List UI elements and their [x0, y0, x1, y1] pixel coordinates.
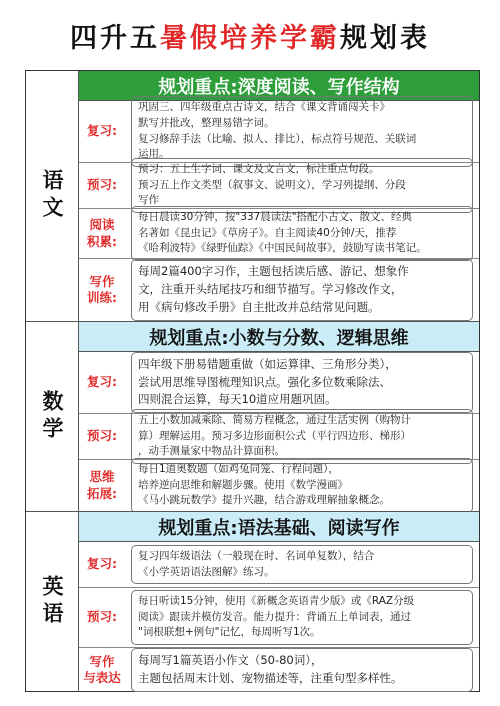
subject-cell [26, 71, 79, 321]
row-label: 预习: [87, 428, 117, 444]
row-label: 预习: [87, 177, 117, 193]
page-title [0, 0, 500, 70]
plan-table [25, 70, 480, 692]
subject-label: 英语 [40, 575, 64, 629]
row-label: 复习: [87, 123, 117, 139]
row-content: 每周写1篇英语小作文（50-80词）， 主题包括周末计划、宠物描述等，注重句型多样性。 [131, 648, 473, 692]
row-content: 每日晨读30分钟，按"337晨读法"搭配小古文、散文、经典 名著如《昆虫记》《草房子》。自主阅读40分钟/天，推荐 《哈利波特》《绿野仙踪》《中国民间故事》，鼓励写读书笔记。 [131, 206, 473, 261]
row-label: 阅读 积累: [87, 217, 117, 249]
row-content: 每日1道奥数题（如鸡兔同笼、行程问题）， 培养逆向思维和解题步骤。使用《数学漫画》 《马小跳玩数学》提升兴趣，结合游戏理解抽象概念。 [131, 458, 473, 513]
row-content: 每日听读15分钟，使用《新概念英语青少版》或《RAZ分级 阅读》跟读并模仿发音。能力提升：背诵五上单词表，通过 "词根联想+例句"记忆，每周听写1次。 [131, 590, 473, 645]
section-english [26, 512, 479, 692]
subject-cell [26, 322, 79, 511]
plan-row [79, 588, 479, 648]
plan-row [79, 460, 479, 511]
row-content: 五上小数加减乘除、简易方程概念，通过生活实例（购物计 算）理解运用。预习多边形面积公式（平行四边形、梯形） ，动手测量家中物品计算面积。 [131, 409, 473, 464]
title-part-3: 规划表 [340, 22, 430, 54]
plan-row [79, 101, 479, 163]
row-label: 写作 与表达 [83, 653, 121, 685]
plan-row [79, 352, 479, 414]
section-banner: 规划重点:小数与分数、逻辑思维 [79, 322, 479, 352]
subject-label: 语文 [40, 169, 64, 223]
row-content: 预习：五上生字词、课文及文言文，标注重点句段。 预习五上作文类型（叙事文、说明文），学习列提纲、分段 写作 [131, 158, 473, 213]
section-chinese [26, 71, 479, 321]
plan-row [79, 259, 479, 321]
title-part-2: 暑假培养学霸 [160, 22, 340, 54]
row-label: 复习: [87, 556, 117, 572]
subject-label: 数学 [40, 389, 64, 444]
section-math [26, 322, 479, 511]
row-label: 预习: [87, 609, 117, 625]
plan-row [79, 209, 479, 259]
row-content: 巩固三、四年级重点古诗文，结合《课文背诵闯关卡》 默写并批改，整理易错字词。 复习修辞手法（比喻、拟人、排比），标点符号规范、关联词 运用。 [131, 96, 473, 167]
plan-row [79, 542, 479, 588]
plan-row [79, 163, 479, 209]
section-banner: 规划重点:深度阅读、写作结构 [79, 71, 479, 101]
row-content: 四年级下册易错题重做（如运算律、三角形分类）， 尝试用思维导图梳理知识点。强化多位数乘除法、 四则混合运算，每天10道应用题巩固。 [131, 352, 473, 413]
row-label: 写作 训练: [87, 273, 117, 305]
section-banner: 规划重点:语法基础、阅读写作 [79, 512, 479, 542]
plan-row [79, 648, 479, 692]
plan-row [79, 414, 479, 460]
title-part-1: 四升五 [70, 22, 160, 54]
subject-cell [26, 512, 79, 692]
row-content: 复习四年级语法（一般现在时、名词单复数），结合 《小学英语语法图解》练习。 [131, 545, 473, 585]
row-label: 复习: [87, 374, 117, 390]
row-label: 思维 拓展: [87, 469, 117, 501]
row-content: 每周2篇400字习作，主题包括读后感、游记、想象作 文，注重开头结尾技巧和细节描写。学习修改作文， 用《病句修改手册》自主批改并总结常见问题。 [131, 259, 473, 320]
